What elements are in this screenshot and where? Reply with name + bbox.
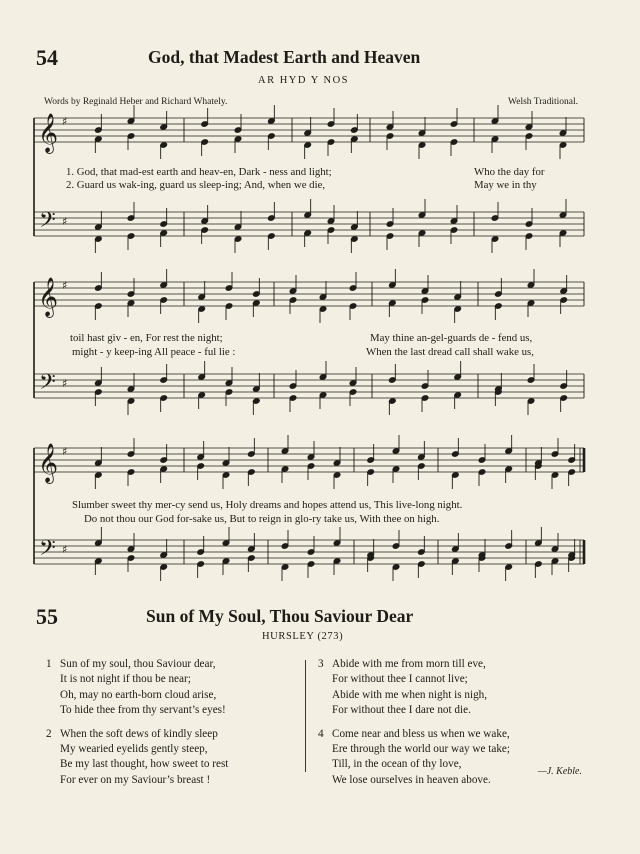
treble-clef: 𝄞	[38, 443, 59, 483]
verse-line: Ere through the world our way we take;	[332, 743, 511, 756]
verse-number: 2	[46, 727, 52, 740]
hymn-55-number: 55	[36, 604, 58, 629]
bass-clef: 𝄢	[39, 208, 56, 238]
verse-line: To hide thee from thy servant’s eyes!	[60, 704, 226, 717]
verse-line: Sun of my soul, thou Saviour dear,	[60, 658, 216, 670]
verse-line: Till, in the ocean of thy love,	[332, 758, 462, 771]
verse-line: For without thee I dare not die.	[332, 704, 471, 717]
verses-left-column	[46, 657, 228, 788]
lyric-s2-l1: toil hast giv - en, For rest the night;	[70, 332, 223, 344]
verse-4	[318, 727, 510, 789]
sharp-sign: ♯	[62, 215, 68, 228]
column-divider	[305, 660, 306, 772]
verse-line: My wearied eyelids gently steep,	[60, 743, 208, 756]
verse-number: 1	[46, 658, 52, 670]
verse-line: For without thee I cannot live;	[332, 673, 468, 686]
hymn-54-title: God, that Madest Earth and Heaven	[148, 47, 421, 67]
lyric-s2-l2: might - y keep-ing All peace - ful lie :	[72, 346, 236, 358]
sharp-sign: ♯	[62, 279, 68, 292]
sharp-sign: ♯	[62, 377, 68, 390]
verse-line: For ever on my Saviour’s breast !	[60, 773, 211, 786]
lyric-s3-l1: Slumber sweet thy mer-cy send us, Holy dreams and hopes attend us, This live-long night.	[72, 499, 463, 511]
verse-line: Abide with me when night is nigh,	[332, 688, 488, 701]
lyric-s1-l2-end: May we in thy	[474, 179, 537, 191]
verse-number: 3	[318, 658, 324, 670]
lyric-s2-l1-end: May thine an-gel-guards de - fend us,	[370, 332, 533, 344]
lyric-s1-l2: 2. Guard us wak-ing, guard us sleep-ing; And, when we die,	[66, 179, 326, 191]
hymn-55-title: Sun of My Soul, Thou Saviour Dear	[146, 606, 414, 626]
verse-1	[46, 657, 228, 719]
verse-line: Be my last thought, how sweet to rest	[60, 758, 229, 771]
verses-right-column	[318, 657, 510, 788]
lyric-s1-l1: 1. God, that mad-est earth and heav-en, Dark - ness and light;	[66, 166, 332, 178]
verse-line: Oh, may no earth-born cloud arise,	[60, 688, 217, 701]
verse-3	[318, 657, 510, 719]
verse-line: It is not night if thou be near;	[60, 673, 191, 686]
lyric-s1-l1-end: Who the day for	[474, 166, 545, 178]
bass-clef: 𝄢	[39, 536, 56, 566]
hymn-54-tune: AR HYD Y NOS	[258, 75, 350, 86]
verse-line: Come near and bless us when we wake,	[332, 727, 510, 740]
treble-clef: 𝄞	[38, 113, 59, 153]
verse-line: When the soft dews of kindly sleep	[60, 727, 218, 740]
treble-clef: 𝄞	[38, 277, 59, 317]
verse-number: 4	[318, 727, 324, 740]
lyric-s2-l2-end: When the last dread call shall wake us,	[366, 346, 534, 358]
hymn-55-tune: HURSLEY (273)	[262, 631, 344, 642]
sharp-sign: ♯	[62, 543, 68, 556]
sharp-sign: ♯	[62, 115, 68, 128]
lyric-s3-l2: Do not thou our God for-sake us, But to reign in glo-ry take us, With thee on high.	[84, 513, 440, 525]
verse-line: We lose ourselves in heaven above.	[332, 773, 491, 786]
sharp-sign: ♯	[62, 445, 68, 458]
bass-clef: 𝄢	[39, 370, 56, 400]
verse-line: Abide with me from morn till eve,	[332, 658, 486, 670]
hymn-54-number: 54	[36, 45, 58, 70]
hymn-54-words-credit: Words by Reginald Heber and Richard Whately.	[44, 97, 228, 107]
verse-2	[46, 727, 228, 789]
author-signature: —J. Keble.	[537, 766, 582, 777]
hymn-54-music-credit: Welsh Traditional.	[508, 97, 578, 107]
